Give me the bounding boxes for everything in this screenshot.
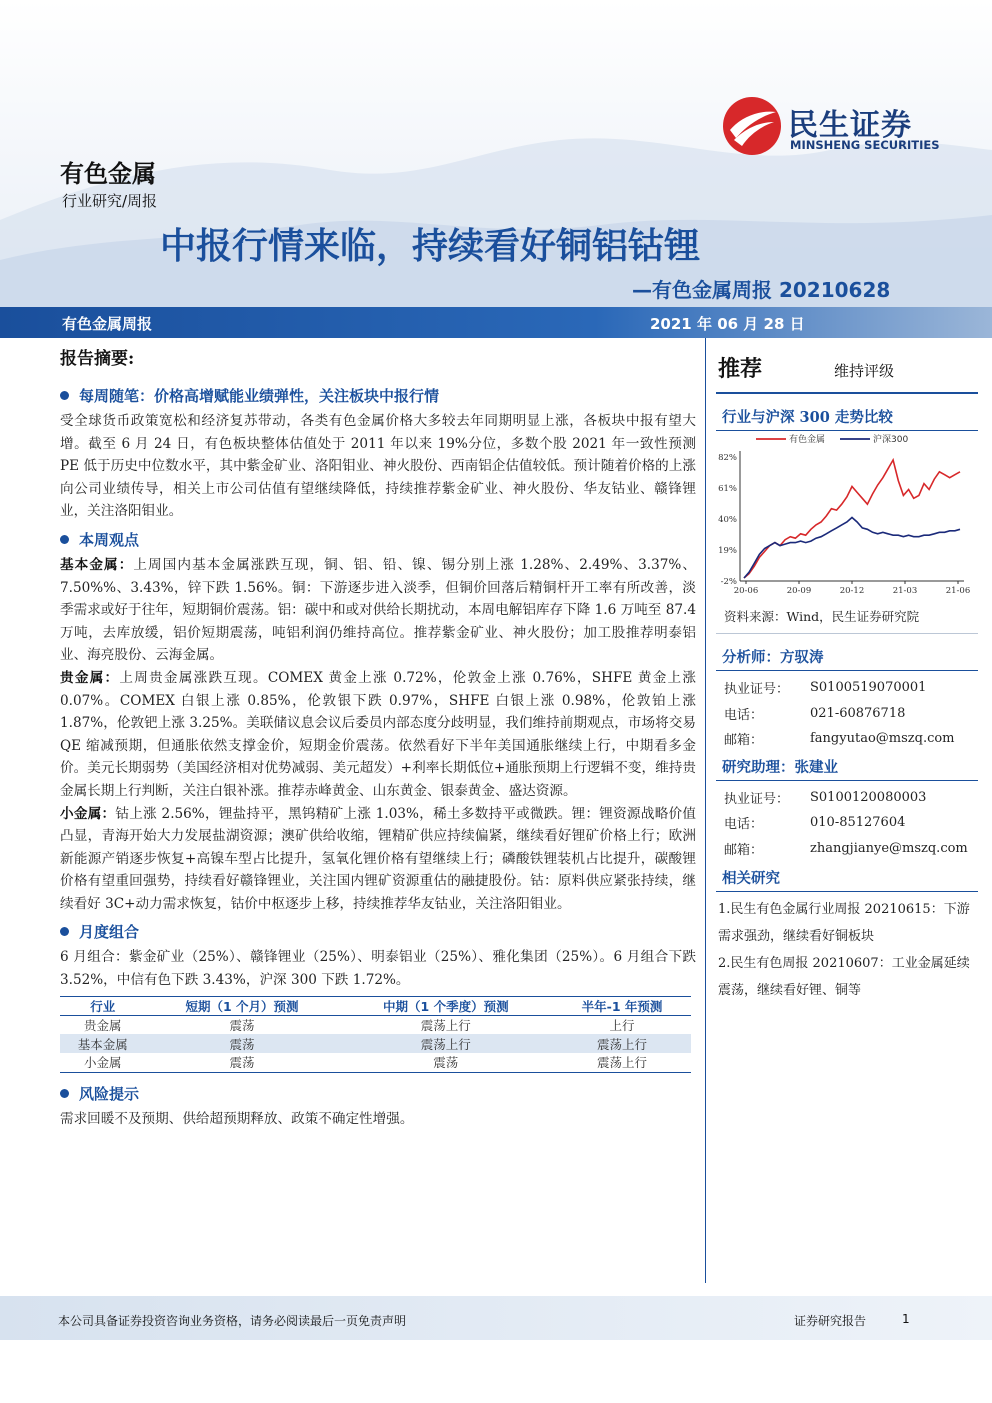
minor-metals-label: 小金属： — [60, 805, 116, 822]
precious-metals-label: 贵金属： — [60, 669, 120, 686]
y-tick-label: -2% — [720, 577, 737, 587]
bullet-icon — [60, 391, 69, 400]
table-row — [60, 1034, 691, 1053]
report-subtitle: —有色金属周报 20210628 — [632, 278, 891, 302]
banner-report-name: 有色金属周报 — [62, 315, 153, 333]
assistant-contact — [716, 781, 978, 862]
x-tick-label: 20-09 — [786, 586, 812, 596]
contact-value: 010-85127604 — [810, 815, 906, 831]
y-tick-label: 82% — [718, 453, 737, 463]
related-research-list — [716, 896, 978, 1004]
logo-mark-icon — [722, 96, 782, 156]
abstract-heading: 报告摘要: — [60, 349, 135, 369]
forecast-table — [60, 996, 691, 1073]
contact-row — [716, 810, 978, 836]
x-tick-label: 20-12 — [839, 586, 865, 596]
base-metals-label: 基本金属： — [60, 556, 134, 573]
table-header-cell: 半年-1 年预测 — [553, 996, 691, 1015]
table-cell: 震荡上行 — [553, 1053, 691, 1072]
sector-label: 有色金属 — [60, 160, 156, 188]
table-cell: 震荡 — [339, 1053, 553, 1072]
contact-value: S0100519070001 — [810, 680, 927, 696]
logo-text-en: MINSHENG SECURITIES — [790, 138, 940, 152]
sidebar — [716, 344, 978, 1004]
chart-source: 资料来源：Wind，民生证券研究院 — [716, 603, 978, 634]
table-header-cell: 中期（1 个季度）预测 — [339, 996, 553, 1015]
table-header-cell: 行业 — [60, 996, 145, 1015]
contact-row — [716, 726, 978, 752]
contact-row — [716, 785, 978, 811]
base-metals-text: 上周国内基本金属涨跌互现，铜、铝、铅、镍、锡分别上涨 1.28%、2.49%、3.37%、7.50%%、3.43%，锌下跌 1.56%。铜：下游逐步进入淡季，但铜价回落后精铜杆开工率有所改善，淡季需求或好于往年，短期铜价震荡。铝：碳中和或对供给长期扰动，本周电解铝库存下降 1.6 万吨至 87.4 万吨，去库放缓，铝价短期震荡，吨铝利润仍维持高位。推荐紫金矿业、神火股份；加工股推荐明泰铝业、海亮股份、云海金属。 — [60, 556, 697, 664]
table-cell: 震荡上行 — [553, 1034, 691, 1053]
y-tick-label: 19% — [718, 546, 737, 556]
title-banner — [0, 307, 992, 338]
logo-text-zh: 民生证券 — [788, 108, 912, 143]
section-title: 每周随笔：价格高增赋能业绩弹性，关注板块中报行情 — [79, 387, 440, 405]
table-row — [60, 1053, 691, 1072]
report-title: 中报行情来临，持续看好铜铝钴锂 — [160, 226, 701, 267]
table-cell: 震荡 — [229, 1017, 255, 1033]
section-title: 风险提示 — [79, 1084, 140, 1103]
x-tick-label: 21-03 — [892, 586, 918, 596]
bullet-icon — [60, 535, 69, 544]
minor-metals-text: 钴上涨 2.56%，锂盐持平，黑钨精矿上涨 1.03%，稀土多数持平或微跌。锂：锂资源战略价值凸显，青海开始大力发展盐湖资源；澳矿供给收缩，锂精矿供应持续偏紧，继续看好锂矿价格上行；欧洲新能源产销逐步恢复+高镍车型占比提升，氢氧化锂价格有望继续上行；磷酸铁锂装机占比提升，碳酸锂价格有望重回强势，持续看好赣锋锂业，关注国内锂矿资源重估的融捷股份。钴：原料供应紧张持续，继续看好 3C+动力需求恢复，钴价中枢逐步上移，持续推荐华友钴业，关注洛阳钼业。 — [60, 805, 696, 912]
table-header-cell: 短期（1 个月）预测 — [145, 996, 338, 1015]
x-tick-label: 21-06 — [945, 586, 971, 596]
legend-label: 有色金属 — [789, 435, 826, 445]
recommendation-box — [716, 344, 978, 394]
bullet-icon — [60, 1089, 69, 1098]
contact-row — [716, 836, 978, 862]
series-line-nonferrous — [744, 460, 960, 578]
section-title: 本周观点 — [79, 530, 140, 549]
monthly-portfolio-text: 6 月组合：紫金矿业（25%）、赣锋锂业（25%）、明泰铝业（25%）、雅化集团（25%）。6 月组合下跌 3.52%，中信有色下跌 3.43%，沪深 300 下跌 1.72%。 — [60, 949, 696, 989]
assistant-heading: 研究助理：张建业 — [716, 756, 978, 781]
base-metals-paragraph — [60, 554, 696, 667]
table-cell: 震荡上行 — [420, 1017, 471, 1033]
column-divider — [705, 338, 706, 1283]
table-row — [60, 1015, 691, 1034]
table-header-row — [60, 996, 691, 1015]
y-tick-label: 40% — [718, 515, 737, 525]
table-cell: 震荡 — [145, 1034, 338, 1053]
risk-text: 需求回暖不及预期、供给超预期释放、政策不确定性增强。 — [60, 1110, 414, 1127]
minor-metals-paragraph — [60, 803, 696, 916]
legend-label: 沪深300 — [873, 435, 909, 445]
page-number: 1 — [902, 1312, 910, 1326]
analyst-heading: 分析师：方驭涛 — [716, 646, 978, 671]
table-cell: 上行 — [609, 1017, 635, 1033]
section-weekly-view — [60, 529, 696, 550]
contact-key: 邮箱： — [724, 842, 764, 858]
trend-chart — [716, 431, 978, 603]
table-cell: 震荡上行 — [339, 1034, 553, 1053]
series-line-csi300 — [744, 518, 960, 579]
footer-report-type: 证券研究报告 — [794, 1314, 867, 1328]
contact-key: 电话： — [724, 707, 764, 723]
contact-key: 电话： — [724, 817, 764, 833]
contact-row — [716, 675, 978, 701]
weekly-essay-text: 受全球货币政策宽松和经济复苏带动，各类有色金属价格大多较去年同期明显上涨，各板块中报有望大增。截至 6 月 24 日，有色板块整体估值处于 2011 年以来 19%分位，多数个股 2021 年一致性预测 PE 低于历史中位数水平，其中紫金矿业、洛阳钼业、神火股份、西南铝企估值较低。预计随着价格的上涨向公司业绩传导，相关上市公司估值有望继续降低，持续推荐紫金矿业、神火股份、华友钴业、赣锋锂业，关注洛阳钼业。 — [60, 413, 696, 520]
section-title: 月度组合 — [79, 923, 140, 942]
contact-row — [716, 701, 978, 727]
chart-heading: 行业与沪深 300 走势比较 — [716, 406, 978, 431]
contact-value: 021-60876718 — [810, 705, 906, 721]
y-tick-label: 61% — [718, 484, 737, 494]
related-research-heading: 相关研究 — [716, 867, 978, 892]
section-monthly-portfolio — [60, 921, 696, 942]
section-risk — [60, 1083, 696, 1104]
table-cell: 震荡 — [145, 1053, 338, 1072]
email-link[interactable]: fangyutao@mszq.com — [810, 731, 955, 747]
brand-logo — [722, 96, 952, 156]
doc-type-label: 行业研究/周报 — [62, 192, 158, 210]
related-research-item[interactable]: 2.民生有色周报 20210607：工业金属延续震荡，继续看好锂、铜等 — [718, 956, 970, 998]
recommendation-label: 推荐 — [718, 357, 763, 382]
contact-key: 执业证号： — [724, 791, 790, 807]
precious-metals-text: 上周贵金属涨跌互现。COMEX 黄金上涨 0.72%，伦敦金上涨 0.76%，SHFE 黄金上涨 0.07%。COMEX 白银上涨 0.85%，伦敦银下跌 0.97%，SHFE 白银上涨 0.98%，伦敦铂上涨 1.87%，伦敦钯上涨 3.25%。美联储议息会议后委员内部态度分歧明显，我们维持前期观点，市场将交易 QE 缩减预期，但通胀依然支撑金价，短期金价震荡。依然看好下半年美国通胀继续上行，中期看多金价。美元长期弱势（美国经济相对优势减弱、美元超发）+利率长期低位+通胀预期上行逻辑不变，维持贵金属长期上行判断，关注白银补涨。推荐赤峰黄金、山东黄金、银泰黄金、盛达资源。 — [60, 669, 697, 799]
table-cell: 基本金属 — [60, 1034, 145, 1053]
contact-value: S0100120080003 — [810, 789, 927, 805]
bullet-icon — [60, 927, 69, 936]
footer-disclaimer: 本公司具备证券投资咨询业务资格，请务必阅读最后一页免责声明 — [58, 1314, 407, 1328]
precious-metals-paragraph — [60, 667, 696, 803]
section-weekly-essay — [60, 385, 696, 406]
contact-key: 执业证号： — [724, 682, 790, 698]
table-cell: 小金属 — [60, 1053, 145, 1072]
email-link[interactable]: zhangjianye@mszq.com — [810, 840, 968, 856]
table-cell: 贵金属 — [83, 1017, 122, 1033]
banner-date: 2021 年 06 月 28 日 — [650, 315, 805, 333]
abstract-column — [60, 344, 696, 1130]
analyst-contact — [716, 671, 978, 752]
page-footer — [0, 1296, 992, 1340]
x-tick-label: 20-06 — [733, 586, 759, 596]
contact-key: 邮箱： — [724, 733, 764, 749]
rating-label: 维持评级 — [834, 362, 895, 380]
related-research-item[interactable]: 1.民生有色金属行业周报 20210615：下游需求强劲，继续看好铜板块 — [718, 902, 970, 944]
